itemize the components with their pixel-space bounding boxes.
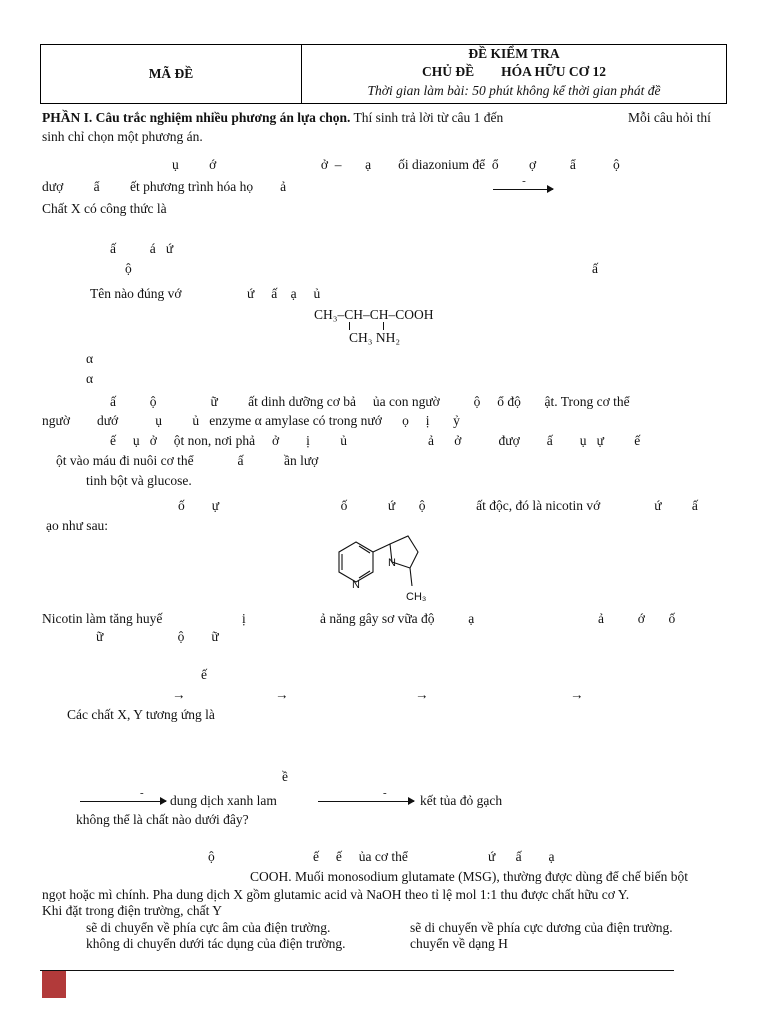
question-3-line-3: ế ụ ở ột non, nơi phả ở ị ủ ả ở đượ ấ ụ ự ế: [110, 433, 641, 448]
part1-instruction-c: sinh chỉ chọn một phương án.: [42, 129, 203, 144]
alpha-option-2: α: [86, 371, 94, 386]
question-7-text: không thể là chất nào dưới đây?: [76, 812, 249, 827]
question-4-line-1: ố ự ố ứ ộ ất độc, đó là nicotin vớ ứ ấ: [178, 498, 698, 513]
question-1-line-3: Chất X có công thức là: [42, 201, 167, 216]
exam-title-cell: [302, 45, 726, 103]
part1-heading-line: [42, 109, 503, 127]
reaction-arrow-1-label: -: [522, 175, 526, 187]
question-3-option: tinh bột và glucose.: [86, 473, 192, 488]
part1-instruction-a: Thí sinh trả lời từ câu 1 đến: [350, 110, 504, 125]
pyridine-n-label: N: [352, 579, 360, 591]
question-8-option-b: sẽ di chuyển về phía cực dương của điện trường.: [410, 920, 673, 935]
chain-arrow-2: →: [275, 687, 289, 702]
alpha-option-1: α: [86, 351, 94, 366]
formula-substituents: CH₃ NH₂: [349, 330, 401, 345]
exam-time-note: Thời gian làm bài: 50 phút không kể thời gian phát đề: [367, 83, 661, 98]
question-8-option-d: chuyển về dạng H: [410, 936, 508, 951]
question-5-line-1a: Nicotin làm tăng huyế: [42, 611, 163, 626]
exam-code-label: MÃ ĐỀ: [41, 45, 302, 103]
reaction-arrow-3-label: -: [383, 787, 387, 799]
question-5-line-2: ữ ộ ữ: [96, 629, 219, 644]
methyl-label: CH₃: [406, 591, 427, 603]
question-8-fragment-b: ế ế ủa cơ thể: [313, 849, 408, 864]
question-2-text-b: ứ ấ ạ ủ: [247, 286, 321, 301]
question-5-line-1b: ị: [242, 611, 246, 626]
question-2-text-a: Tên nào đúng vớ: [90, 286, 182, 301]
exam-title: ĐỀ KIỂM TRA: [468, 46, 560, 61]
question-3-line-4: ột vào máu đi nuôi cơ thể ấ ần lượ: [56, 453, 319, 468]
question-4-line-2: ạo như sau:: [46, 518, 109, 533]
chain-arrow-1: →: [172, 687, 186, 702]
question-7-fragment: ề: [282, 769, 288, 784]
part1-heading: PHẦN I. Câu trắc nghiệm nhiều phương án lựa chọn.: [42, 110, 351, 125]
red-precipitate-result: kết tủa đỏ gạch: [420, 793, 503, 808]
question-2-fragment-a: ộ: [125, 261, 132, 276]
question-8-line-2: COOH. Muối monosodium glutamate (MSG), thường được dùng để chế biến bột: [250, 869, 688, 884]
question-8-option-c: không di chuyển dưới tác dụng của điện trường.: [86, 936, 346, 951]
question-8-fragment-a: ộ: [208, 849, 215, 864]
question-8-option-a: sẽ di chuyển về phía cực âm của điện trường.: [86, 920, 331, 935]
footer-page-block: [42, 971, 66, 998]
chain-arrow-4: →: [570, 687, 584, 702]
reaction-arrow-2: [80, 792, 166, 810]
question-8-line-3: ngọt hoặc mì chính. Pha dung dịch X gồm glutamic acid và NaOH theo tỉ lệ mol 1:1 thu được chất hữu cơ Y.: [42, 887, 630, 902]
reaction-arrow-3: [318, 792, 414, 810]
exam-subject: CHỦ ĐỀ HÓA HỮU CƠ 12: [421, 64, 606, 79]
blue-solution-result: dung dịch xanh lam: [170, 793, 277, 808]
question-1-line-1: ụ ớ ở – ạ ối diazonium để ổ ợ ẩ ộ: [172, 157, 620, 172]
part1-instruction-b: Mỗi câu hỏi thí: [628, 110, 711, 125]
reaction-arrow-1: [493, 180, 553, 198]
question-8-line-4: Khi đặt trong điện trường, chất Y: [42, 903, 223, 918]
reaction-arrow-2-label: -: [140, 787, 144, 799]
question-1-line-2: dượ ẩ ết phương trình hóa họ ả: [42, 179, 287, 194]
formula-main-chain: CH₃–CH–CH–COOH: [314, 307, 434, 322]
question-3-line-1: ấ ộ ữ ất dinh dưỡng cơ bả ủa con ngườ ộ ổ độ ật. Trong cơ thể: [110, 394, 630, 409]
footer-rule: [40, 970, 674, 971]
pyrrolidine-n-label: N: [388, 557, 396, 569]
question-1-option-fragment: ấ á ứ: [110, 241, 174, 256]
question-5-line-1c: ả năng gây sơ vữa độ ạ: [320, 611, 475, 626]
question-6-fragment: ế: [201, 667, 207, 682]
nicotine-structure: [326, 532, 466, 606]
question-5-line-1d: ả ớ ố: [598, 611, 676, 626]
question-6-text: Các chất X, Y tương ứng là: [67, 707, 215, 722]
chain-arrow-3: →: [415, 687, 429, 702]
exam-header-table: [40, 44, 727, 104]
question-8-fragment-c: ứ ấ ạ: [488, 849, 555, 864]
question-3-line-2: ngườ dướ ụ ủ enzyme α amylase có trong nướ ọ ị ỷ: [42, 413, 460, 428]
question-2-fragment-b: ấ: [592, 261, 598, 276]
